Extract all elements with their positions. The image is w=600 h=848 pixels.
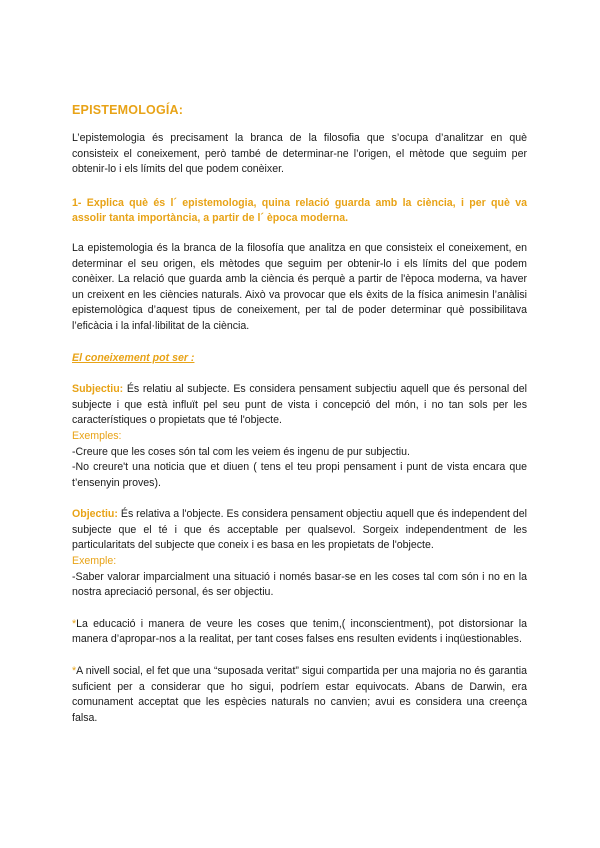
note-2-text: A nivell social, el fet que una “suposada veritat” sigui compartida per una majoria no és garantia suficient per a considerar que ho sigui, podríem estar equivocats. Abans de Darwin, era comunament acceptat que les espècies naturals no canvien; avui es considera una creença falsa.	[72, 665, 527, 724]
page-title: EPISTEMOLOGÍA:	[72, 103, 184, 117]
question-heading: 1- Explica què és l´ epistemologia, quina relació guarda amb la ciència, i per què va assolir tanta importància, a partir de l´ època moderna.	[72, 196, 527, 225]
bullet-mark: *	[72, 665, 77, 678]
objective-paragraph	[72, 507, 527, 554]
answer-paragraph: La epistemologia és la branca de la filosofía que analitza en que consisteix el coneixement, en determinar el seu origen, els mètodes que seguim per obtenir-lo i els límits del que podem conèixer. La relació que guarda amb la ciència és perquè a partir de l'època moderna, va haver un creixent en les ciències naturals. Això va provocar que els èxits de la física animesin l’anàlisi epistemològica d’aquest tipus de coneixement, per tal de poder determinar què possibilitava l’eficàcia i la infal·libilitat de la ciència.	[72, 241, 527, 332]
objective-example-1: -Saber valorar imparcialment una situació i només basar-se en les coses tal com són i no en la nostra apreciació personal, és ser objectiu.	[72, 570, 527, 599]
bullet-mark: *	[72, 617, 77, 630]
subjective-paragraph	[72, 382, 527, 429]
examples-label: Exemples:	[72, 429, 122, 442]
intro-paragraph: L’epistemologia és precisament la branca de la filosofia que s’ocupa d’analitzar en què consisteix el coneixement, però també de determinar-ne l’origen, el mètode que seguim per obtenir-lo i els límits del que podem conèixer.	[72, 132, 527, 176]
document-body	[72, 103, 527, 726]
objective-text: És relativa a l'objecte. Es considera pensament objectiu aquell que és independent del subjecte que el té i que és acceptable per qualsevol. Sorgeix independentment de les particularitats del subjecte que coneix i es basa en les propietats de l'objecte.	[72, 508, 527, 552]
note-paragraph-2	[72, 664, 527, 726]
objective-label: Objectiu:	[72, 508, 118, 521]
subjective-example-2: -No creure't una noticia que et diuen ( tens el teu propi pensament i punt de vista encara que t’ensenyin proves).	[72, 461, 527, 489]
example-label: Exemple:	[72, 555, 117, 568]
subjective-text: És relatiu al subjecte. Es considera pensament subjectiu aquell que és personal del subjecte i que està influït pel seu punt de vista i concepció del món, i no tan sols per les característiques o propietats que té l'objecte.	[72, 383, 527, 427]
note-1-text: La educació i manera de veure les coses que tenim,( inconscientment), pot distorsionar la manera d’apropar-nos a la realitat, per tant coses falses ens resulten evidents i inqüestionables.	[72, 617, 527, 646]
note-paragraph-1	[72, 617, 527, 648]
subjective-label: Subjectiu:	[72, 383, 124, 396]
section-subheading: El coneixement pot ser :	[72, 351, 195, 364]
subjective-example-1: -Creure que les coses són tal com les veiem és ingenu de pur subjectiu.	[72, 445, 410, 458]
